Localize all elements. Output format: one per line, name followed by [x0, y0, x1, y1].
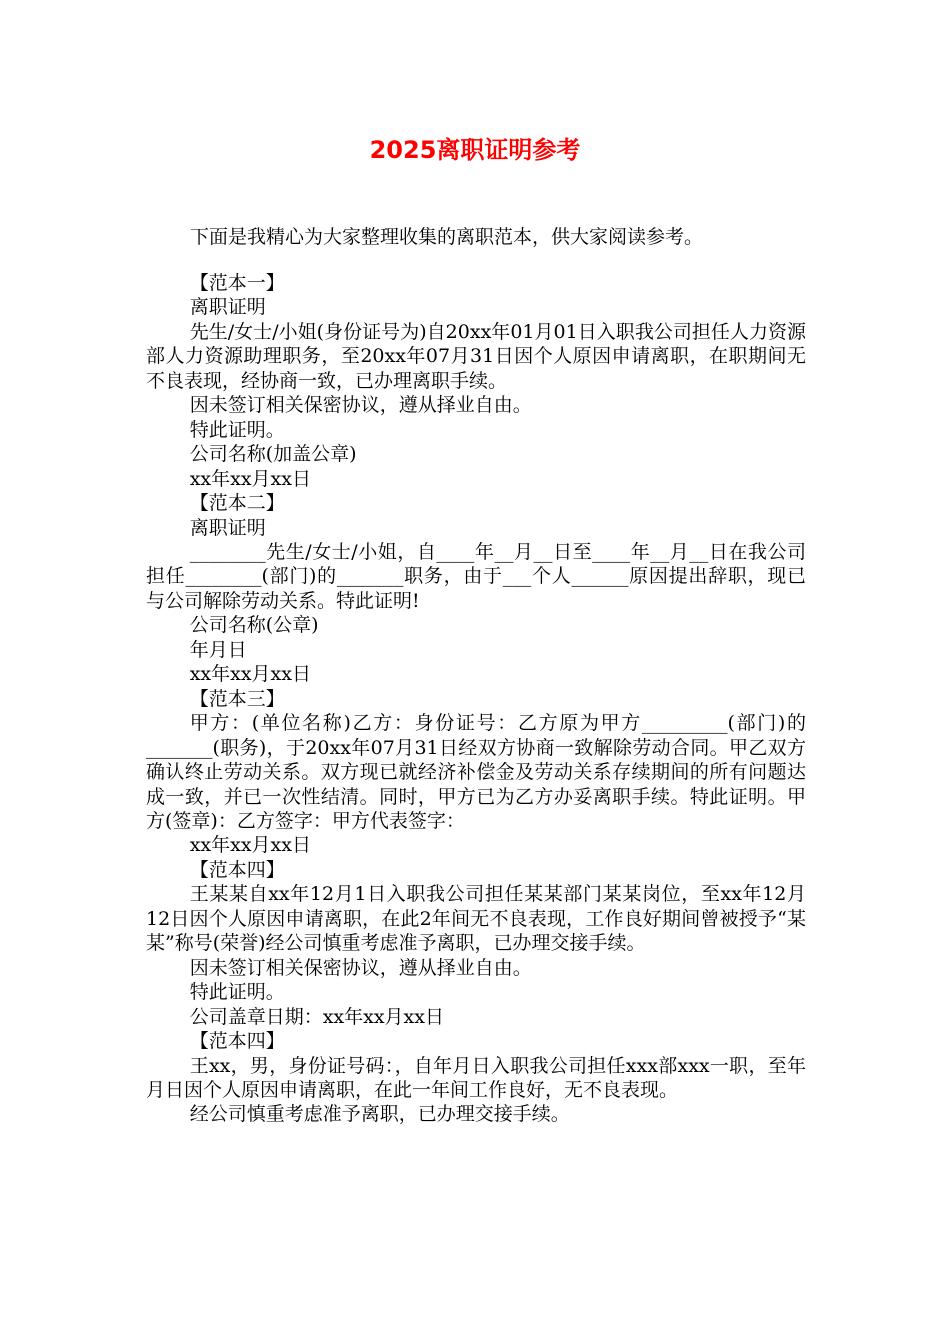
date-line: 年月日: [189, 638, 247, 661]
document-title: 2025离职证明参考: [369, 136, 581, 164]
subheading: 离职证明: [189, 516, 266, 539]
body-paragraph: 特此证明。: [189, 981, 285, 1004]
body-paragraph: 特此证明。: [189, 418, 285, 441]
body-paragraph: ________先生/女士/小姐，自____年__月__日至____年__月__日在我公司担任________(部门)的_______职务，由于___个人______原因提出辞职，现已与公司解除劳动关系。特此证明!: [146, 540, 806, 612]
section-heading: 【范本一】: [189, 272, 285, 294]
body-paragraph: 王xx，男，身份证号码：，自年月日入职我公司担任xxx部xxx一职，至年月日因个人原因申请离职，在此一年间工作良好，无不良表现。: [146, 1054, 806, 1101]
body-paragraph: 因未签订相关保密协议，遵从择业自由。: [189, 394, 532, 417]
date-line: xx年xx月xx日: [189, 663, 311, 686]
intro-paragraph: 下面是我精心为大家整理收集的离职范本，供大家阅读参考。: [190, 226, 704, 248]
body-paragraph: 因未签订相关保密协议，遵从择业自由。: [189, 956, 532, 979]
company-line: 公司名称(加盖公章): [189, 443, 357, 466]
body-paragraph: 经公司慎重考虑准予离职，已办理交接手续。: [189, 1103, 570, 1126]
section-heading: 【范本四】: [189, 1030, 285, 1053]
body-paragraph: 王某某自xx年12月1日入职我公司担任某某部门某某岗位，至xx年12月12日因个人原因申请离职，在此2年间无不良表现，工作良好期间曾被授予“某某”称号(荣誉)经公司慎重考虑准予离职，已办理交接手续。: [146, 883, 806, 955]
section-heading: 【范本二】: [189, 492, 285, 515]
section-heading: 【范本三】: [189, 687, 285, 710]
section-heading: 【范本四】: [189, 858, 285, 881]
company-line: 公司名称(公章): [189, 614, 319, 637]
body-paragraph: 先生/女士/小姐(身份证号为)自20xx年01月01日入职我公司担任人力资源部人力资源助理职务，至20xx年07月31日因个人原因申请离职，在职期间无不良表现，经协商一致，已办理离职手续。: [146, 320, 806, 392]
document-body: [146, 271, 806, 1127]
date-line: xx年xx月xx日: [189, 467, 311, 490]
date-line: xx年xx月xx日: [189, 834, 311, 857]
subheading: 离职证明: [189, 296, 266, 319]
date-line: 公司盖章日期：xx年xx月xx日: [189, 1005, 444, 1028]
body-paragraph: 甲方：(单位名称)乙方：身份证号：乙方原为甲方_________(部门)的_______(职务)，于20xx年07月31日经双方协商一致解除劳动合同。甲乙双方确认终止劳动关系。双方现已就经济补偿金及劳动关系存续期间的所有问题达成一致，并已一次性结清。同时，甲方已为乙方办妥离职手续。特此证明。甲方(签章)：乙方签字：甲方代表签字：: [146, 712, 806, 832]
